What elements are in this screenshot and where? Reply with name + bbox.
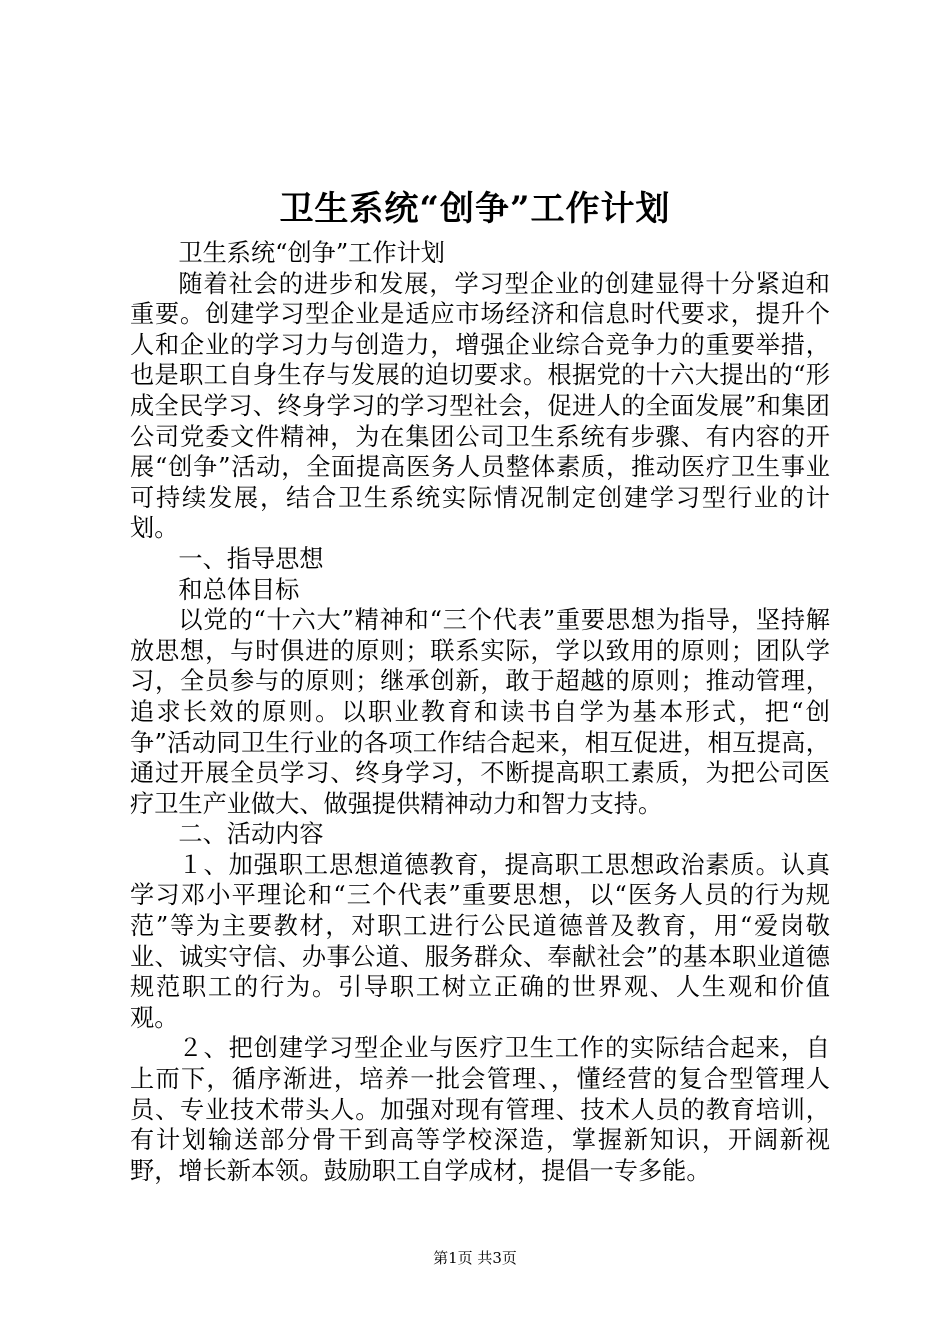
paragraph-subtitle: 卫生系统“创争”工作计划 [178, 239, 445, 267]
paragraph-item-2: ２、把创建学习型企业与医疗卫生工作的实际结合起来，自上而下，循序渐进，培养一批会管理、，懂经营的复合型管理人员、专业技术带头人。加强对现有管理、技术人员的教育培训，有计划输送部分骨干到高等学校深造，掌握新知识，开阔新视野，增长新本领。鼓励职工自学成材，提倡一专多能。 [130, 1034, 830, 1185]
section-heading-2: 二、活动内容 [178, 820, 324, 849]
document-body [130, 238, 830, 1186]
section-heading-1-cont: 和总体目标 [178, 575, 300, 604]
document-title: 卫生系统“创争”工作计划 [279, 189, 671, 229]
paragraph-intro: 随着社会的进步和发展，学习型企业的创建显得十分紧迫和重要。创建学习型企业是适应市场经济和信息时代要求，提升个人和企业的学习力与创造力，增强企业综合竞争力的重要举措，也是职工自身生存与发展的迫切要求。根据党的十六大提出的“形成全民学习、终身学习的学习型社会，促进人的全面发展”和集团公司党委文件精神，为在集团公司卫生系统有步骤、有内容的开展“创争”活动，全面提高医务人员整体素质，推动医疗卫生事业可持续发展，结合卫生系统实际情况制定创建学习型行业的计划。 [130, 269, 830, 543]
section-heading-1: 一、指导思想 [178, 544, 324, 573]
paragraph-guiding-thought: 以党的“十六大”精神和“三个代表”重要思想为指导，坚持解放思想，与时俱进的原则；联系实际，学以致用的原则；团队学习，全员参与的原则；继承创新，敢于超越的原则；推动管理，追求长效的原则。以职业教育和读书自学为基本形式，把“创争”活动同卫生行业的各项工作结合起来，相互促进，相互提高，通过开展全员学习、终身学习，不断提高职工素质，为把公司医疗卫生产业做大、做强提供精神动力和智力支持。 [130, 606, 830, 818]
paragraph-item-1: １、加强职工思想道德教育，提高职工思想政治素质。认真学习邓小平理论和“三个代表”重要思想，以“医务人员的行为规范”等为主要教材，对职工进行公民道德普及教育，用“爱岗敬业、诚实守信、办事公道、服务群众、奉献社会”的基本职业道德规范职工的行为。引导职工树立正确的世界观、人生观和价值观。 [130, 850, 830, 1032]
page-footer: 第1页 共3页 [433, 1249, 517, 1267]
